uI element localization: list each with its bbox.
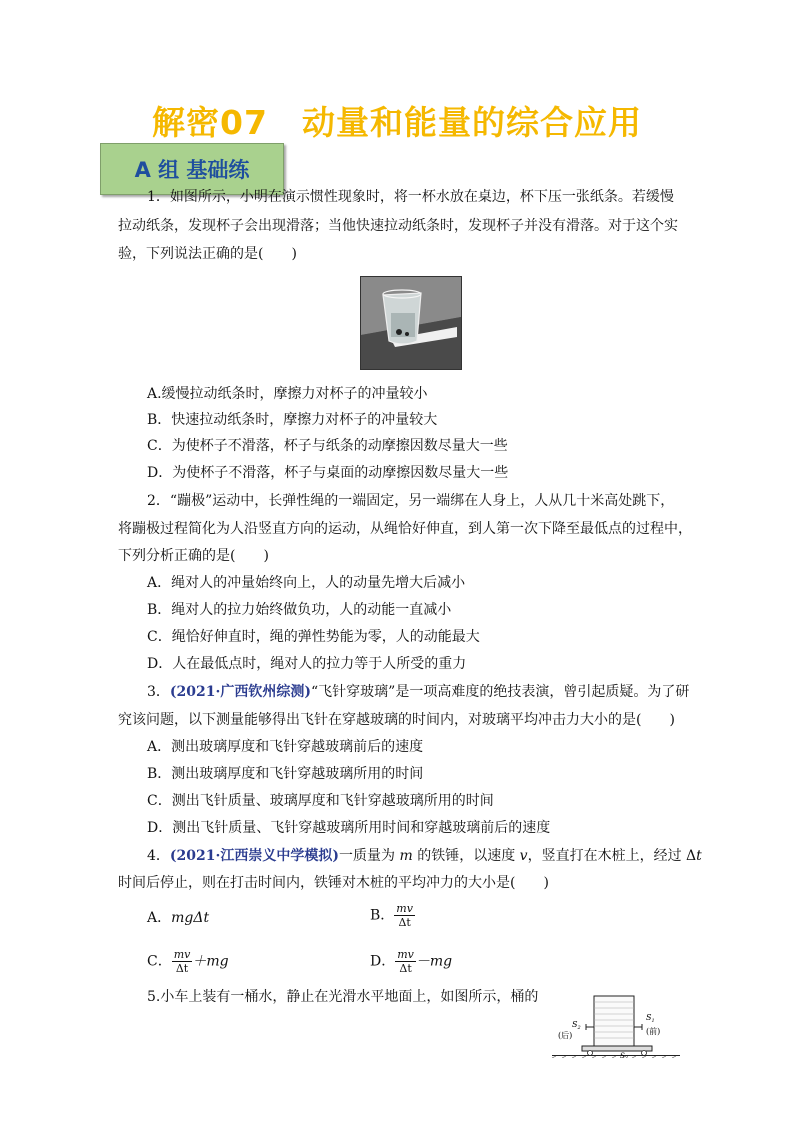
q4-option-d-fraction xyxy=(395,948,416,975)
q4-text-c: ，竖直打在木桩上，经过 Δ xyxy=(527,848,697,864)
label-front: (前) xyxy=(646,1027,661,1036)
q4-option-d xyxy=(370,948,452,975)
q4-source: (2021·江西崇义中学模拟) xyxy=(169,848,340,864)
cart-wheel-right xyxy=(642,1051,647,1056)
q3-option-d: D．测出飞针质量、飞针穿越玻璃所用时间和穿越玻璃前后的速度 xyxy=(147,820,551,836)
q1-option-a: A.缓慢拉动纸条时，摩擦力对杯子的冲量较小 xyxy=(147,386,428,402)
q2-line1: 2．“蹦极”运动中，长弹性绳的一端固定，另一端绑在人身上，人从几十米高处跳下， xyxy=(147,493,675,509)
q3-source: (2021·广西钦州综测) xyxy=(169,684,312,700)
q1-option-d: D．为使杯子不滑落，杯子与桌面的动摩擦因数尽量大一些 xyxy=(147,465,509,481)
q4-line1 xyxy=(147,846,702,866)
fraction-numerator: mv xyxy=(173,948,191,961)
q4-option-a xyxy=(147,908,209,928)
q3-option-b: B．测出玻璃厚度和飞针穿越玻璃所用的时间 xyxy=(147,766,424,782)
q4-option-b-fraction xyxy=(394,902,415,929)
cart-platform xyxy=(582,1046,652,1051)
q4-option-c xyxy=(147,948,229,975)
cup-photo-illustration xyxy=(361,277,461,369)
q2-line2: 将蹦极过程简化为人沿竖直方向的运动，从绳恰好伸直，到人第一次下降至最低点的过程中， xyxy=(118,521,692,537)
q2-option-c: C．绳恰好伸直时，绳的弹性势能为零，人的动能最大 xyxy=(147,629,480,645)
q1-line3: 验，下列说法正确的是( ) xyxy=(118,246,297,262)
q4-text-a: 一质量为 xyxy=(339,848,400,864)
q4-option-d-tail: －mg xyxy=(415,953,453,970)
q1-option-c: C．为使杯子不滑落，杯子与纸条的动摩擦因数尽量大一些 xyxy=(147,438,508,454)
cart-bucket-diagram xyxy=(548,994,684,1058)
q4-option-c-fraction xyxy=(172,948,193,975)
fraction-denominator: Δt xyxy=(175,962,189,975)
fraction-numerator: mv xyxy=(396,902,413,915)
group-badge: A 组 基础练 xyxy=(100,143,284,195)
water-bucket xyxy=(594,996,634,1046)
fraction-numerator: mv xyxy=(397,948,414,961)
ground-hatching xyxy=(552,1056,676,1058)
fraction-denominator: Δt xyxy=(399,962,412,975)
q1-line2: 拉动纸条，发现杯子会出现滑落；当他快速拉动纸条时，发现杯子并没有滑落。对于这个实 xyxy=(118,218,678,234)
q4-option-d-label: D． xyxy=(370,953,396,970)
q4-number: 4． xyxy=(147,848,170,864)
q4-time-symbol: t xyxy=(696,848,702,864)
q5-line1: 5.小车上装有一桶水，静止在光滑水平地面上，如图所示，桶的 xyxy=(147,989,539,1005)
q2-option-d: D．人在最低点时，绳对人的拉力等于人所受的重力 xyxy=(147,656,467,672)
q1-option-b: B．快速拉动纸条时，摩擦力对杯子的冲量较大 xyxy=(147,412,438,428)
q4-velocity-symbol: v xyxy=(519,848,528,864)
q4-line2: 时间后停止，则在打击时间内，铁锤对木桩的平均冲力的大小是( ) xyxy=(118,875,549,891)
q4-option-b-label: B． xyxy=(370,907,395,924)
q3-number: 3． xyxy=(147,684,170,700)
q4-option-a-label: A． xyxy=(147,910,172,926)
page-title: 解密07 动量和能量的综合应用 xyxy=(152,103,642,142)
q2-option-b: B．绳对人的拉力始终做负功，人的动能一直减小 xyxy=(147,602,452,618)
q4-option-b xyxy=(370,902,415,929)
q4-option-c-label: C． xyxy=(147,953,172,970)
q3-line2: 究该问题，以下测量能够得出飞针在穿越玻璃的时间内，对玻璃平均冲击力大小的是( ) xyxy=(118,712,675,728)
cup-on-paper-photo xyxy=(360,276,462,370)
q2-option-a: A．绳对人的冲量始终向上，人的动量先增大后减小 xyxy=(147,575,466,591)
fraction-denominator: Δt xyxy=(398,916,411,929)
q4-option-a-value: mgΔt xyxy=(171,910,210,926)
q4-mass-symbol: m xyxy=(399,848,413,864)
label-s2: $S_2$ xyxy=(572,1020,581,1031)
q2-line3: 下列分析正确的是( ) xyxy=(118,548,269,564)
q1-line1: 1．如图所示，小明在演示惯性现象时，将一杯水放在桌边，杯下压一张纸条。若缓慢 xyxy=(147,189,674,205)
q3-line1-text: “飞针穿玻璃”是一项高难度的绝技表演，曾引起质疑。为了研 xyxy=(311,684,690,700)
q3-option-c: C．测出飞针质量、玻璃厚度和飞针穿越玻璃所用的时间 xyxy=(147,793,494,809)
q3-option-a: A．测出玻璃厚度和飞针穿越玻璃前后的速度 xyxy=(147,739,424,755)
cart-wheel-left xyxy=(588,1051,593,1056)
label-back: (后) xyxy=(558,1031,573,1040)
q4-option-c-tail: ＋mg xyxy=(192,953,229,970)
label-s3: S3 xyxy=(620,1052,628,1058)
q3-line1 xyxy=(147,682,689,702)
label-s1: $S_1$ xyxy=(646,1013,655,1024)
q4-text-b: 的铁锤，以速度 xyxy=(412,848,520,864)
